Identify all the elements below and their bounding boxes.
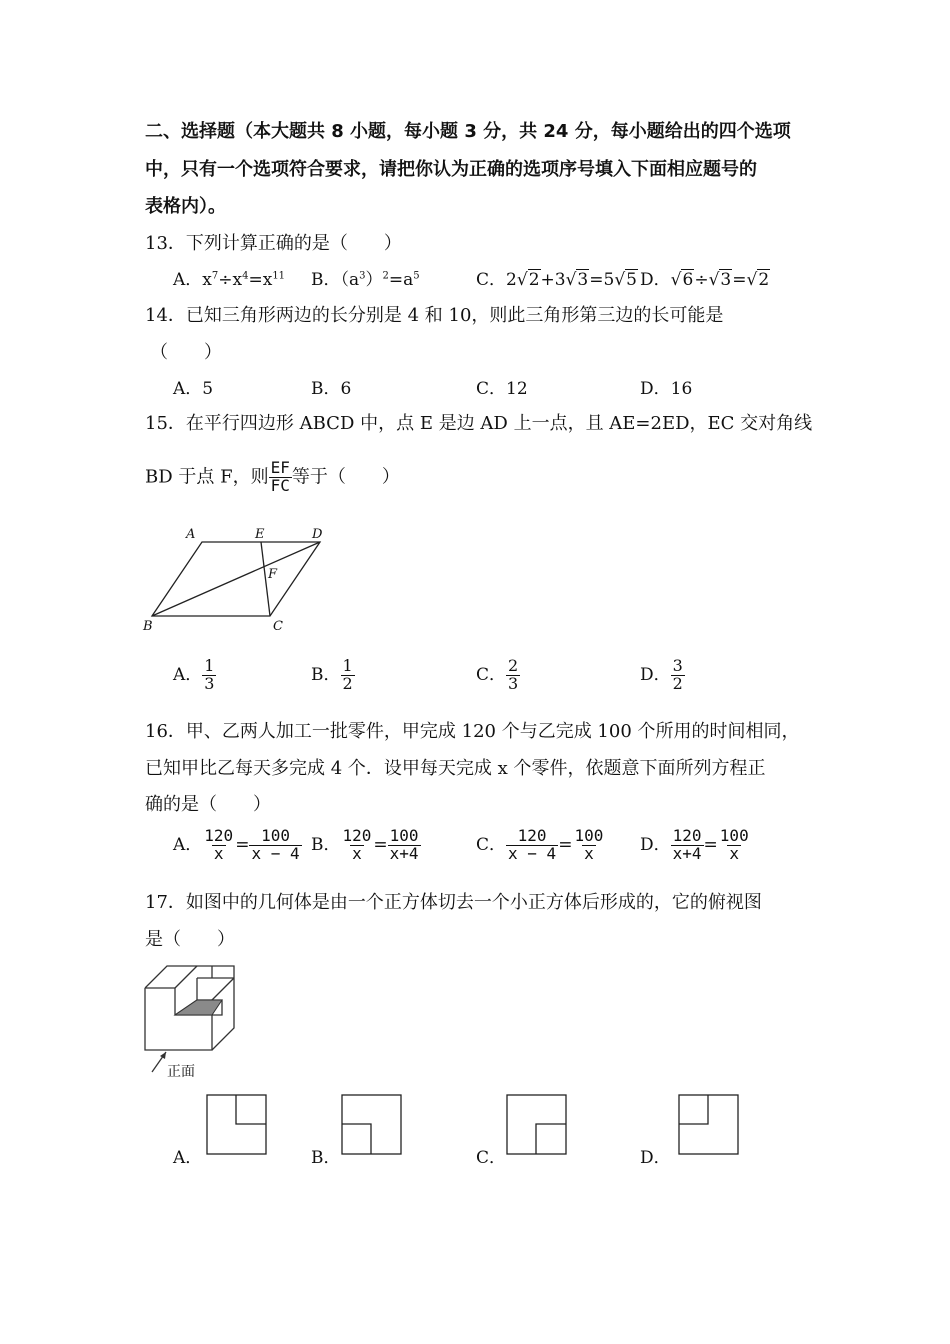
- q16-option-b: B． $\frac{120}{x}$ = $\frac{100}{x+4}$: [311, 826, 419, 863]
- label-b: B: [143, 619, 153, 634]
- q14-stem: 14．已知三角形两边的长分别是 4 和 10，则此三角形第三边的长可能是: [145, 305, 724, 326]
- q17-option-d-label: D．: [640, 1148, 671, 1168]
- section-heading-line3: 表格内）。: [145, 196, 226, 217]
- q15-option-c: C． $\frac{2}{3}$: [476, 656, 519, 693]
- q15-option-a: A． $\frac{1}{3}$: [173, 656, 215, 693]
- parallelogram-figure: [140, 522, 340, 638]
- q15-stem-line2: BD 于点 F，则 $\frac{EF}{FC}$ 等于（ ）: [145, 458, 400, 495]
- q14-option-d: D．16: [640, 379, 693, 399]
- q14-paren: （ ）: [150, 342, 222, 363]
- cube-figure: [140, 960, 250, 1080]
- cut-shaded-face: [175, 1000, 222, 1015]
- q17-option-a-figure: [205, 1093, 269, 1157]
- q13-stem: 13．下列计算正确的是（ ）: [145, 233, 402, 254]
- q17-option-b-figure: [340, 1093, 404, 1157]
- q13-option-a: A．$x^7\div x^4=x^{11}$: [173, 270, 286, 290]
- q17-line2: 是（ ）: [145, 929, 235, 950]
- label-d: D: [312, 527, 323, 542]
- q17-option-d-figure: [677, 1093, 741, 1157]
- q16-line3: 确的是（ ）: [145, 794, 271, 815]
- q17-line1: 17．如图中的几何体是由一个正方体切去一个小正方体后形成的，它的俯视图: [145, 892, 762, 913]
- q15-ratio-fraction: $\frac{EF}{FC}$: [270, 458, 290, 495]
- q15-stem: 15．在平行四边形 ABCD 中，点 E 是边 AD 上一点，且 AE=2ED，EC 交对角线: [145, 413, 813, 434]
- q17-option-a-label: A．: [173, 1148, 203, 1168]
- label-f: F: [268, 567, 278, 582]
- q14-option-a: A．5: [173, 379, 214, 399]
- q17-option-c-figure: [505, 1093, 569, 1157]
- section-heading-line1: 二、选择题（本大题共 8 小题，每小题 3 分，共 24 分，每小题给出的四个选项: [145, 121, 791, 142]
- q15-option-d: D． $\frac{3}{2}$: [640, 656, 683, 693]
- label-a: A: [186, 527, 196, 542]
- q17-option-b-label: B．: [311, 1148, 341, 1168]
- q15-option-b: B． $\frac{1}{2}$: [311, 656, 353, 693]
- q16-option-c: C． $\frac{120}{x - 4}$ = $\frac{100}{x}$: [476, 826, 604, 863]
- label-c: C: [273, 619, 283, 634]
- q14-option-c: C．12: [476, 379, 528, 399]
- front-label: 正面: [167, 1064, 195, 1080]
- q16-line1: 16．甲、乙两人加工一批零件，甲完成 120 个与乙完成 100 个所用的时间相同，: [145, 721, 800, 742]
- q16-line2: 已知甲比乙每天多完成 4 个．设甲每天完成 x 个零件，依题意下面所列方程正: [145, 758, 766, 779]
- q17-option-c-label: C．: [476, 1148, 507, 1168]
- q16-option-a: A． $\frac{120}{x}$ = $\frac{100}{x - 4}$: [173, 826, 300, 863]
- q16-option-d: D． $\frac{120}{x+4}$ = $\frac{100}{x}$: [640, 826, 749, 863]
- q13-option-d: D．√6÷√3=√2: [640, 270, 770, 290]
- q13-option-c: C．2√2+3√3=5√5: [476, 270, 637, 290]
- section-heading-line2: 中，只有一个选项符合要求，请把你认为正确的选项序号填入下面相应题号的: [145, 159, 757, 180]
- q14-option-b: B．6: [311, 379, 352, 399]
- label-e: E: [255, 527, 265, 542]
- q13-option-b: B．$(a^3)^2=a^5$: [311, 270, 420, 290]
